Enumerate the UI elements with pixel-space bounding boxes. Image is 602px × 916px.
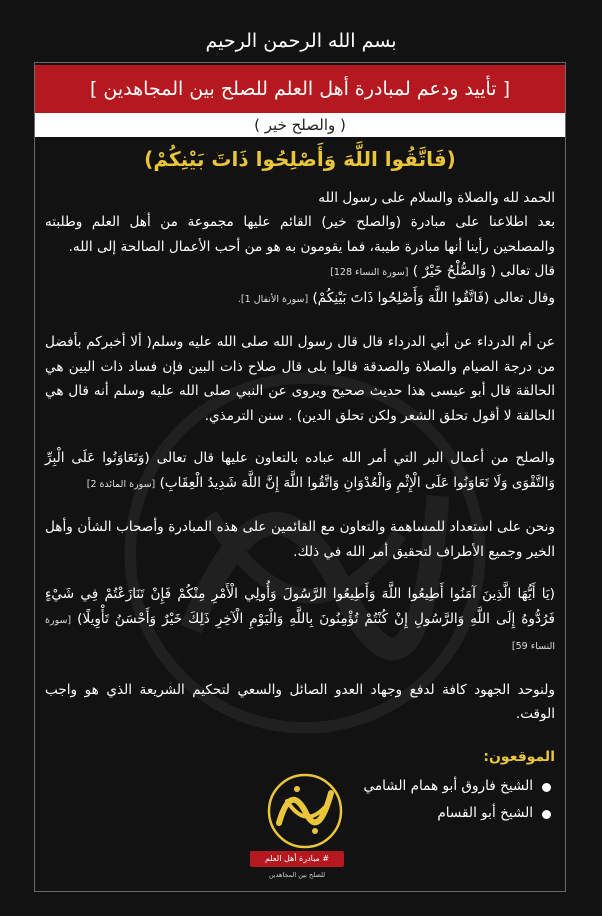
title-banner: [ تأييد ودعم لمبادرة أهل العلم للصلح بين المجاهدين ] — [35, 65, 565, 113]
hadith-paragraph: عن أم الدرداء عن أبي الدرداء قال قال رسول الله صلى الله عليه وسلم( ألا أخبركم بأفضل من درجة الصيام والصلاة والصدقة قالوا بلى قال صلاح ذات البين فإن فساد ذات البين هي الحالقة قال أبو عيسى هذا حديث صحيح ويروى عن النبي صلى الله عليه وسلم أنه قال هي الحالقة لا أقول تحلق الشعر ولكن تحلق الدين) . سنن الترمذي. — [45, 334, 555, 424]
logo-tag: # مبادرة أهل العلم — [250, 851, 344, 867]
signer-item: الشيخ فاروق أبو همام الشامي — [45, 773, 555, 800]
verse-line-2 — [45, 286, 555, 313]
verse-line-1-text: قال تعالى ( وَالصُّلْحُ خَيْرٌ ) — [412, 263, 555, 279]
verse-line-1 — [45, 259, 555, 286]
verse-title: (فَاتَّقُوا اللَّهَ وَأَصْلِحُوا ذَاتَ بَيْنِكُمْ) — [144, 147, 456, 171]
logo-emblem-icon — [257, 771, 353, 851]
basmala-heading: بسم الله الرحمن الرحيم — [205, 30, 397, 52]
obedience-ref: [سورة النساء 59] — [45, 614, 555, 652]
readiness-paragraph: ونحن على استعداد للمساهمة والتعاون مع القائمين على هذه المبادرة وأصحاب الشأن وأهل الخير وجميع الأطراف لتحقيق أمر الله في ذلك. — [45, 519, 555, 560]
verse-line-2-ref: [سورة الأنفال 1]. — [237, 293, 309, 305]
signer-item: الشيخ أبو القسام — [45, 800, 555, 827]
unite-paragraph: ولنوحد الجهود كافة لدفع وجهاد العدو الصائل والسعي لتحكيم الشريعة الذي هو واجب الوقت. — [45, 681, 555, 722]
praise-line: الحمد لله والصلاة والسلام على رسول الله — [318, 189, 555, 206]
initiative-paragraph: بعد اطلاعنا على مبادرة (والصلح خير) القائم عليها مجموعة من أهل العلم وطلبته والمصلحين رأينا أنها مبادرة طيبة، فما يقومون به هو من أحب الأعمال الصالحة إلى الله. — [45, 214, 555, 255]
verse-line-2-text: وقال تعالى (فَاتَّقُوا اللَّهَ وَأَصْلِحُوا ذَاتَ بَيْنِكُمْ) — [312, 289, 555, 306]
obedience-text: (يَا أَيُّهَا الَّذِينَ آمَنُوا أَطِيعُوا اللَّهَ وَأَطِيعُوا الرَّسُولَ وَأُولِي الْأَمْرِ مِنْكُمْ فَإِنْ تَنَازَعْتُمْ فِي شَيْءٍ فَرُدُّوهُ إِلَى اللَّهِ وَالرَّسُولِ إِنْ كُنْتُمْ تُؤْمِنُونَ بِاللَّهِ وَالْيَوْمِ الْآخِرِ ذَلِكَ خَيْرٌ وَأَحْسَنُ تَأْوِيلًا) — [45, 586, 555, 627]
signers-title: الموقعون: — [483, 748, 555, 765]
obedience-paragraph — [45, 582, 555, 660]
subtitle-bar: ( والصلح خير ) — [35, 113, 565, 137]
cooperation-paragraph — [45, 446, 555, 497]
cooperation-text: والصلح من أعمال البر التي أمر الله عباده بالتعاون عليها قال تعالى (وَتَعَاوَنُوا عَلَى الْبِرِّ وَالتَّقْوَى وَلَا تَعَاوَنُوا عَلَى الْإِثْمِ وَالْعُدْوَانِ وَاتَّقُوا اللَّهَ إِنَّ اللَّهَ شَدِيدُ الْعِقَابِ) — [45, 450, 555, 491]
cooperation-ref: [سورة المائدة 2] — [86, 478, 156, 490]
intro-block — [45, 186, 555, 313]
initiative-logo — [249, 771, 353, 887]
logo-subtitle: للصلح بين المجاهدين — [268, 871, 326, 879]
statement-frame — [34, 62, 566, 892]
statement-body — [35, 137, 565, 827]
verse-line-1-ref: [سورة النساء 128] — [330, 267, 409, 278]
